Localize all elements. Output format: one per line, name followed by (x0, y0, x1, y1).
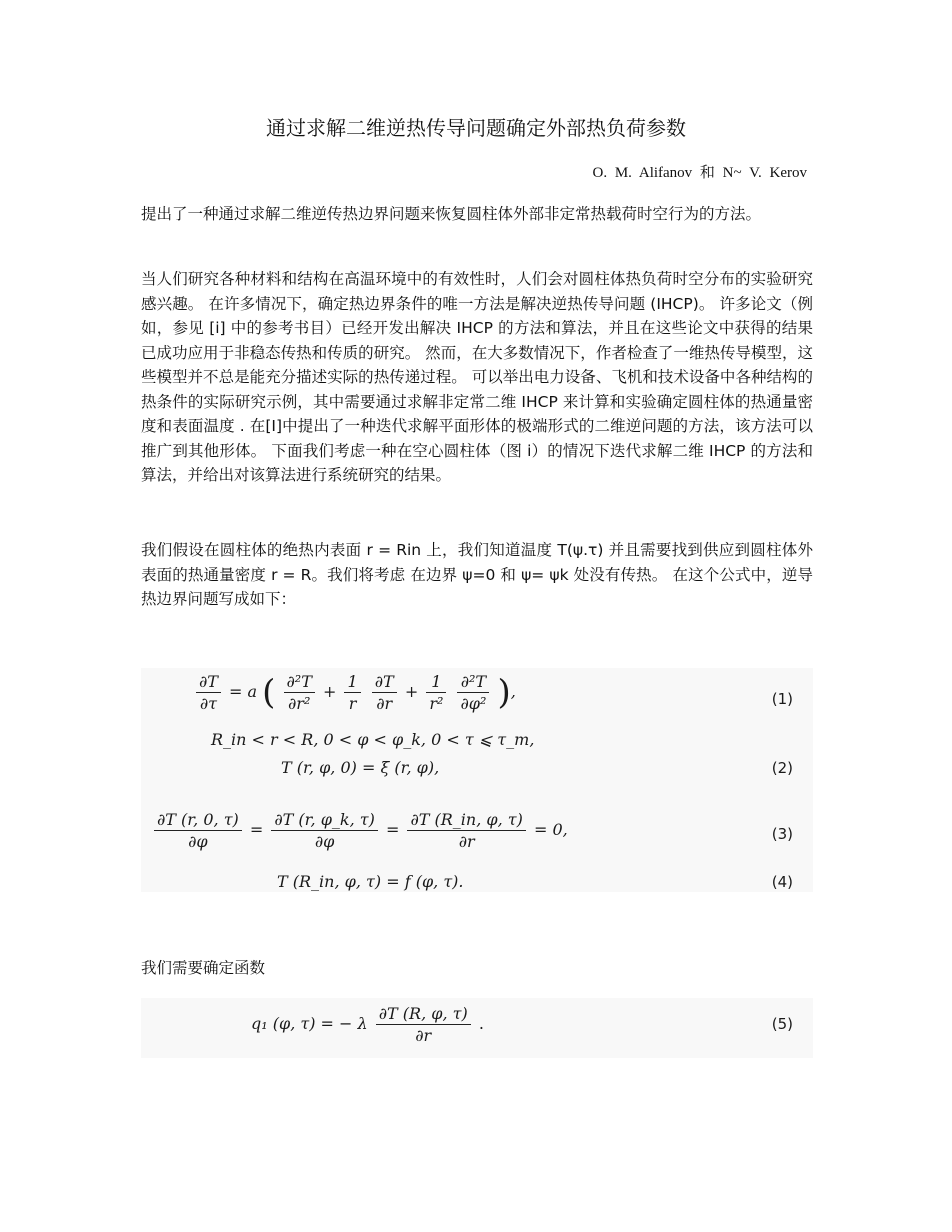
equation-domain: R_in < r < R, 0 < φ < φ_k, 0 < τ ⩽ τ_m, (211, 730, 535, 749)
equations-block-1-4 (141, 668, 813, 892)
abstract-paragraph: 提出了一种通过求解二维逆传热边界问题来恢复圆柱体外部非定常热载荷时空行为的方法。 (141, 205, 762, 223)
equation-2: T (r, φ, 0) = ξ (r, φ), (281, 758, 440, 777)
intro-paragraph: 当人们研究各种材料和结构在高温环境中的有效性时，人们会对圆柱体热负荷时空分布的实验研究感兴趣。 在许多情况下，确定热边界条件的唯一方法是解决逆热传导问题 (IHCP)。 许多论文（例如，参见 [i] 中的参考书目）已经开发出解决 IHCP 的方法和算法，并且在这些论文中获得的结果已成功应用于非稳态传热和传质的研究。 然而，在大多数情况下，作者检查了一维热传导模型，这些模型并不总是能充分描述实际的热传递过程。 可以举出电力设备、飞机和技术设备中各种结构的热条件的实际研究示例，其中需要通过求解非定常二维 IHCP 来计算和实验确定圆柱体的热通量密度和表面温度 . 在[I]中提出了一种迭代求解平面形体的极端形式的二维逆问题的方法，该方法可以推广到其他形体。 下面我们考虑一种在空心圆柱体（图 i）的情况下迭代求解二维 IHCP 的方法和算法，并给出对该算法进行系统研究的结果。 (141, 270, 813, 484)
function-intro-paragraph: 我们需要确定函数 (141, 959, 266, 977)
setup-paragraph: 我们假设在圆柱体的绝热内表面 r = Rin 上，我们知道温度 T(ψ.τ) 并且需要找到供应到圆柱体外表面的热通量密度 r = R。我们将考虑 在边界 ψ=0 和 ψ= ψk 处没有传热。 在这个公式中，逆导热边界问题写成如下： (141, 541, 813, 608)
equation-number-4: (4) (771, 873, 793, 891)
paper-authors: O. M. Alifanov 和 N~ V. Kerov (592, 165, 807, 181)
equation-number-5: (5) (771, 1015, 793, 1033)
equation-5: q₁ (φ, τ) = − λ $\frac{\partial T (R, \varphi, \tau)}{\partial r}$ . (251, 1004, 484, 1045)
equation-number-3: (3) (771, 825, 793, 843)
equation-number-1: (1) (771, 690, 793, 708)
paper-title: 通过求解二维逆热传导问题确定外部热负荷参数 (266, 116, 686, 140)
equation-1: $\frac{\partial T}{\partial\tau}$ = a ( $\frac{\text{∂²T}}{\text{∂r²}}$ + $\frac{1}{r}$ $\frac{\partial T}{\partial r}$ + $\frac{1}{\text{r²}}$ $\frac{\text{∂²T}}{\text{∂φ²}}$ ), (193, 672, 516, 713)
equation-3: $\frac{\partial T (r, 0, \tau)}{\partial\varphi}$ = $\frac{\partial T (r, \varphi\_k, \tau)}{\partial\varphi}$ = $\frac{\partial T (R\_in, \varphi, \tau)}{\partial r}$ = 0, (151, 810, 568, 851)
equation-4: T (R_in, φ, τ) = f (φ, τ). (277, 872, 464, 891)
equation-block-5 (141, 998, 813, 1058)
equation-number-2: (2) (771, 759, 793, 777)
